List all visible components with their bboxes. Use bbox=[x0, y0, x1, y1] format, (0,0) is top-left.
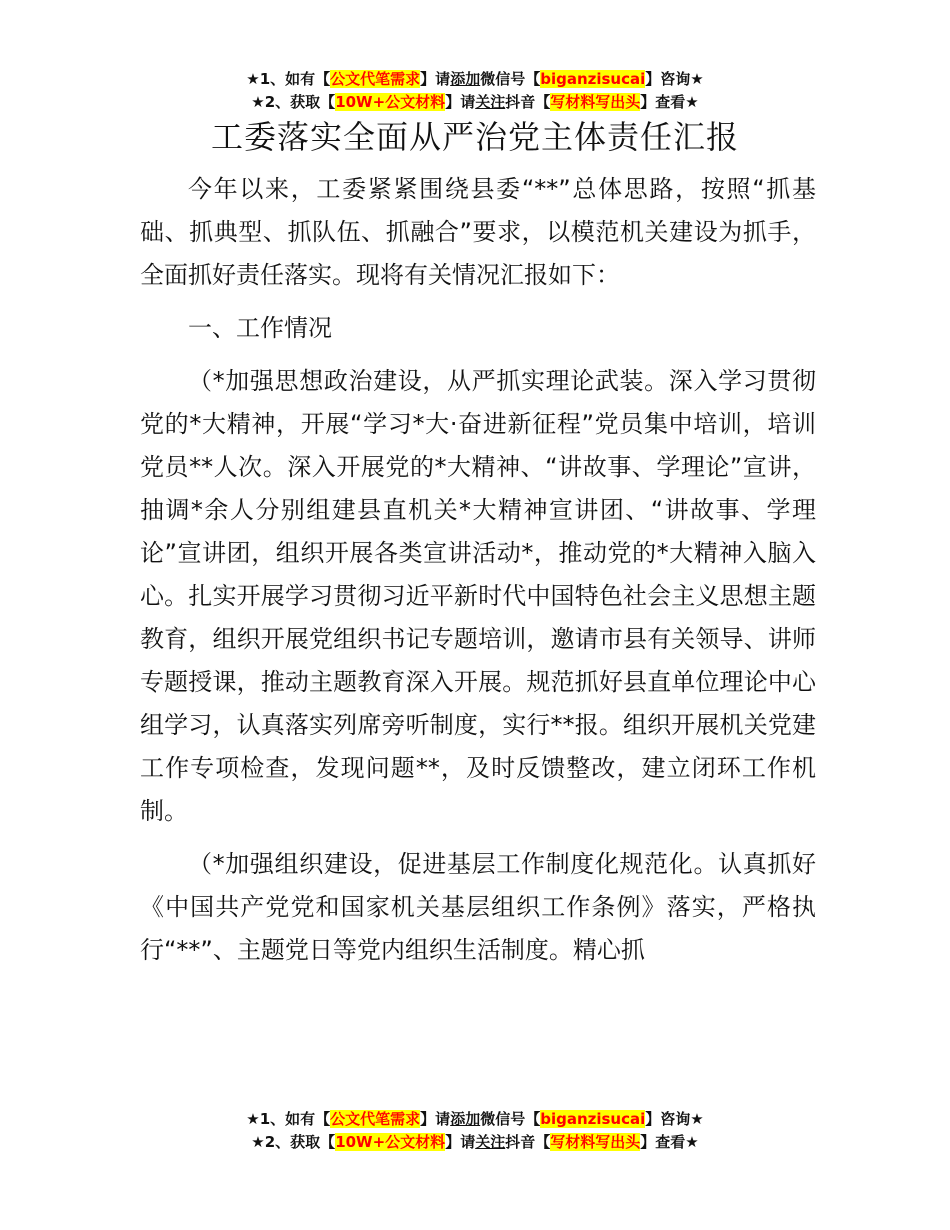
intro-paragraph: 今年以来，工委紧紧围绕县委“**”总体思路，按照“抓基础、抓典型、抓队伍、抓融合”要求，以模范机关建设为抓手，全面抓好责任落实。现将有关情况汇报如下： bbox=[140, 175, 816, 289]
promo-text: ★1、如有【 bbox=[246, 70, 331, 88]
promo-underlined: 添加 bbox=[450, 70, 481, 88]
promo-text: 微信号【 bbox=[480, 1110, 541, 1128]
promo-highlight: 10W+公文材料 bbox=[335, 93, 446, 111]
promo-highlight: biganzisucai bbox=[540, 70, 646, 88]
body-paragraph: （*加强思想政治建设，从严抓实理论武装。深入学习贯彻党的*大精神，开展“学习*大·奋进新征程”党员集中培训，培训党员**人次。深入开展党的*大精神、“讲故事、学理论”宣讲，抽调*余人分别组建县直机关*大精神宣讲团、“讲故事、学理论”宣讲团，组织开展各类宣讲活动*，推动党的*大精神入脑入心。扎实开展学习贯彻习近平新时代中国特色社会主义思想主题教育，组织开展党组织书记专题培训，邀请市县有关领导、讲师专题授课，推动主题教育深入开展。规范抓好县直单位理论中心组学习，认真落实列席旁听制度，实行**报。组织开展机关党建工作专项检查，发现问题**，及时反馈整改，建立闭环工作机制。 bbox=[140, 367, 816, 825]
promo-text: ★1、如有【 bbox=[246, 1110, 331, 1128]
promo-text: ★2、获取【 bbox=[251, 1133, 336, 1151]
section-heading: 一、工作情况 bbox=[188, 314, 332, 342]
promo-highlight: 写材料写出头 bbox=[550, 93, 641, 111]
promo-text: 】咨询★ bbox=[645, 1110, 704, 1128]
promo-banner-bottom bbox=[0, 1108, 950, 1154]
document-title: 工委落实全面从严治党主体责任汇报 bbox=[210, 118, 739, 156]
document-body bbox=[140, 168, 816, 972]
promo-line-2 bbox=[0, 1131, 950, 1154]
promo-text: 抖音【 bbox=[505, 93, 551, 111]
promo-text: 】请 bbox=[445, 93, 476, 111]
promo-underlined: 添加 bbox=[450, 1110, 481, 1128]
promo-text: ★2、获取【 bbox=[251, 93, 336, 111]
promo-text: 抖音【 bbox=[505, 1133, 551, 1151]
promo-underlined: 关注 bbox=[475, 1133, 506, 1151]
promo-text: 】咨询★ bbox=[645, 70, 704, 88]
body-paragraph: （*加强组织建设，促进基层工作制度化规范化。认真抓好《中国共产党党和国家机关基层组织工作条例》落实，严格执行“**”、主题党日等党内组织生活制度。精心抓 bbox=[140, 850, 816, 964]
promo-line-1 bbox=[0, 68, 950, 91]
promo-highlight: 10W+公文材料 bbox=[335, 1133, 446, 1151]
promo-text: 】请 bbox=[420, 1110, 451, 1128]
promo-text: 】请 bbox=[445, 1133, 476, 1151]
promo-text: 】查看★ bbox=[640, 93, 699, 111]
promo-line-2 bbox=[0, 91, 950, 114]
promo-highlight: biganzisucai bbox=[540, 1110, 646, 1128]
promo-highlight: 公文代笔需求 bbox=[330, 70, 421, 88]
promo-banner-top bbox=[0, 68, 950, 114]
promo-text: 】查看★ bbox=[640, 1133, 699, 1151]
promo-line-1 bbox=[0, 1108, 950, 1131]
promo-highlight: 写材料写出头 bbox=[550, 1133, 641, 1151]
promo-text: 微信号【 bbox=[480, 70, 541, 88]
promo-highlight: 公文代笔需求 bbox=[330, 1110, 421, 1128]
promo-underlined: 关注 bbox=[475, 93, 506, 111]
promo-text: 】请 bbox=[420, 70, 451, 88]
